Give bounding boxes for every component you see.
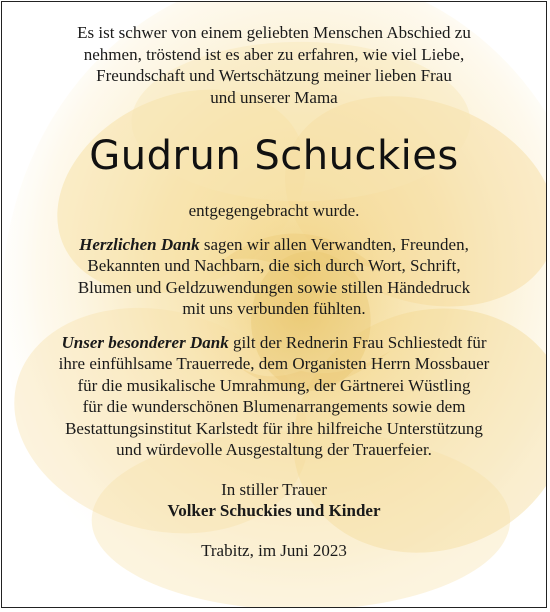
deceased-name: Gudrun Schuckies (89, 133, 459, 179)
special-thanks-paragraph (2, 332, 546, 461)
thanks-paragraph (2, 234, 546, 320)
intro-line: und unserer Mama (210, 87, 338, 107)
thanks-first-line (2, 234, 546, 256)
special-thanks-line: ihre einfühlsame Trauerrede, dem Organisten Herrn Mossbauer (58, 354, 490, 373)
intro-line: Es ist schwer von einem geliebten Menschen Abschied zu (77, 23, 471, 42)
special-thanks-lead: Unser besonderer Dank (61, 332, 229, 352)
thanks-line: mit uns verbunden fühlten. (182, 299, 366, 318)
thanks-first-line-rest: sagen wir allen Verwandten, Freunden, (199, 234, 469, 254)
intro-paragraph (2, 22, 546, 108)
signature: Volker Schuckies und Kinder (167, 501, 381, 520)
place-date: Trabitz, im Juni 2023 (201, 540, 347, 560)
special-thanks-line: für die musikalische Umrahmung, der Gärtnerei Wüstling (77, 375, 471, 395)
special-thanks-line: für die wunderschönen Blumenarrangements sowie dem (82, 397, 466, 416)
after-name-text: entgegengebracht wurde. (188, 201, 360, 220)
obituary-text (2, 2, 546, 561)
special-thanks-line: Bestattungsinstitut Karlstedt für ihre hilfreiche Unterstützung (65, 418, 483, 438)
thanks-lead: Herzlichen Dank (79, 234, 200, 254)
intro-line: nehmen, tröstend ist es aber zu erfahren, wie viel Liebe, (83, 44, 465, 64)
closing-text: In stiller Trauer (221, 479, 327, 499)
intro-line: Freundschaft und Wertschätzung meiner lieben Frau (96, 66, 452, 85)
thanks-line: Blumen und Geldzuwendungen sowie stillen Händedruck (77, 277, 471, 297)
thanks-line: Bekannten und Nachbarn, die sich durch Wort, Schrift, (87, 256, 461, 275)
special-thanks-first-line-rest: gilt der Rednerin Frau Schliestedt für (228, 332, 487, 352)
obituary-card (1, 1, 547, 608)
special-thanks-first-line (2, 332, 546, 354)
special-thanks-line: und würdevolle Ausgestaltung der Trauerfeier. (116, 440, 432, 459)
